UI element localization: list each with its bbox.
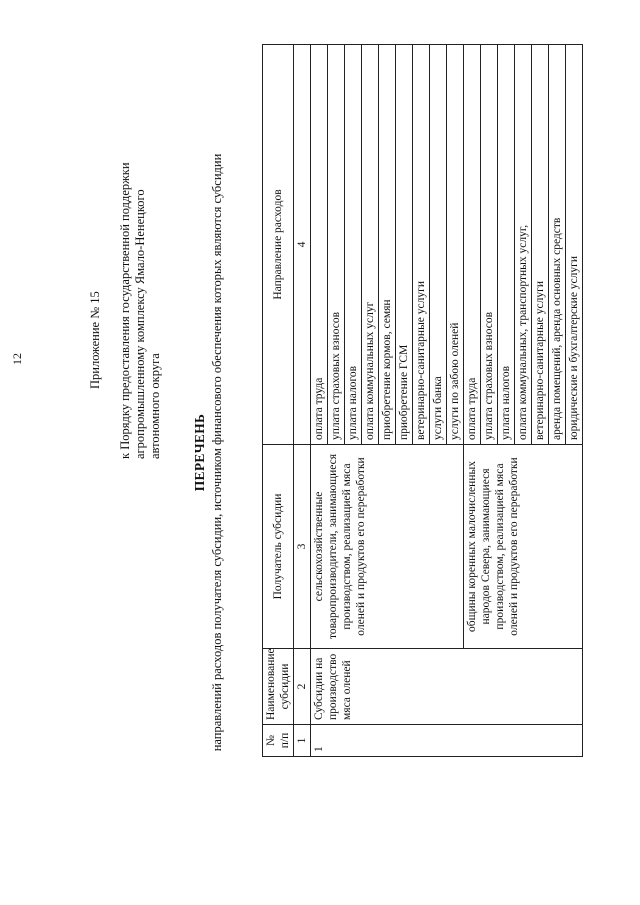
direction-cell: оплата труда xyxy=(311,45,328,445)
subsidy-name-cell: Субсидии на производство мяса оленей xyxy=(311,649,583,725)
column-number: 2 xyxy=(294,649,311,725)
direction-cell: уплата страховых взносов xyxy=(328,45,345,445)
appendix-title: Приложение № 15 xyxy=(88,291,102,389)
document-subtitle: направлений расходов получателя субсидии, источником финансового обеспечения которых являются субсидии xyxy=(210,153,224,752)
direction-cell: приобретение кормов, семян xyxy=(379,45,396,445)
recipient-cell: сельскохозяйственные товаропроизводители, занимающиеся производством, реализацией мяса оленей и продуктов его переработки xyxy=(311,445,464,649)
direction-cell: ветеринарно-санитарные услуги xyxy=(413,45,430,445)
direction-cell: услуги банка xyxy=(430,45,447,445)
column-number: 4 xyxy=(294,45,311,445)
direction-cell: уплата страховых взносов xyxy=(481,45,498,445)
column-number-row xyxy=(294,45,311,757)
direction-cell: оплата коммунальных услуг xyxy=(362,45,379,445)
direction-cell: оплата труда xyxy=(464,45,481,445)
direction-cell: ветеринарно-санитарные услуги xyxy=(532,45,549,445)
direction-cell: услуги по забою оленей xyxy=(447,45,464,445)
header-subsidy-name: Наименование субсидии xyxy=(263,649,294,725)
header-number: № п/п xyxy=(263,725,294,757)
document-title: ПЕРЕЧЕНЬ xyxy=(192,413,207,492)
direction-cell: оплата коммунальных, транспортных услуг, xyxy=(515,45,532,445)
recipient-cell: общины коренных малочисленных народов Севера, занимающиеся производством, реализацией мяса оленей и продуктов его переработки xyxy=(464,445,583,649)
table-row xyxy=(311,45,328,757)
column-number: 1 xyxy=(294,725,311,757)
direction-cell: уплата налогов xyxy=(345,45,362,445)
appendix-reference: к Порядку предоставления государственной поддержки агропромышленному комплексу Ямало-Ненецкого автономного округа xyxy=(118,162,162,459)
direction-cell: приобретение ГСМ xyxy=(396,45,413,445)
direction-cell: аренда помещений, аренда основных средств xyxy=(549,45,566,445)
column-number: 3 xyxy=(294,445,311,649)
header-recipient: Получатель субсидии xyxy=(263,445,294,649)
direction-cell: юридические и бухгалтерские услуги xyxy=(566,45,583,445)
direction-cell: уплата налогов xyxy=(498,45,515,445)
page-number: 12 xyxy=(10,353,24,365)
row-number: 1 xyxy=(311,725,583,757)
header-directions: Направление расходов xyxy=(263,45,294,445)
subsidy-directions-table xyxy=(262,44,583,757)
table-header-row xyxy=(263,45,294,757)
